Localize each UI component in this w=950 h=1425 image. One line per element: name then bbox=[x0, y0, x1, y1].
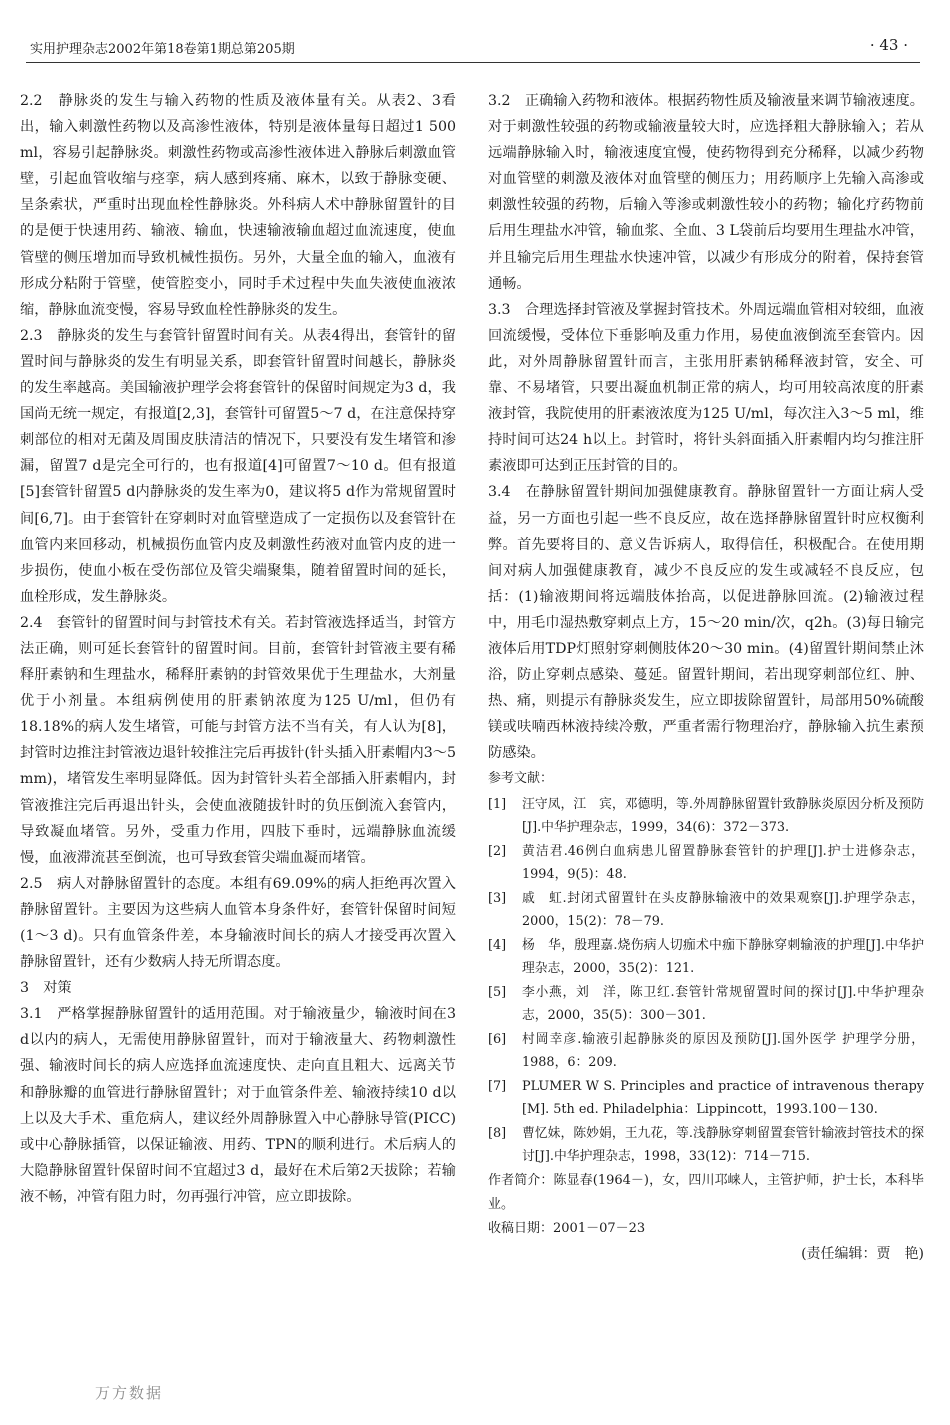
header-divider bbox=[26, 62, 920, 63]
paragraph-2-4: 2.4 套管针的留置时间与封管技术有关。若封管液选择适当，封管方法正确，则可延长套管针的留置时间。目前，套管针封管液主要有稀释肝素钠和生理盐水，稀释肝素钠的封管效果优于生理盐水，大剂量优于小剂量。本组病例使用的肝素钠浓度为125 U/ml，但仍有18.18%的病人发生堵管，可能与封管方法不当有关，有人认为[8]，封管时边推注封管液边退针较推注完后再拔针(针头插入肝素帽内3～5 mm)，堵管发生率明显降低。因为封管针头若全部插入肝素帽内，封管液推注完后再退出针头，会使血液随拔针时的负压倒流入套管内，导致凝血堵管。另外，受重力作用，四肢下垂时，远端静脉血流缓慢，血液滞流甚至倒流，也可导致套管尖端血凝而堵管。 bbox=[20, 614, 456, 866]
journal-header: 实用护理杂志2002年第18卷第1期总第205期 bbox=[30, 42, 295, 57]
watermark: 万方数据 bbox=[95, 1384, 164, 1402]
page-number: · 43 · bbox=[869, 36, 908, 54]
responsible-editor: (责任编辑：贾 艳) bbox=[801, 1245, 924, 1262]
right-column bbox=[488, 88, 924, 1267]
reference-item: [3] 戚 虹.封闭式留置针在头皮静脉输液中的效果观察[J].护理学杂志，2000，15(2)：78－79. bbox=[488, 890, 924, 929]
received-date: 收稿日期：2001－07－23 bbox=[488, 1220, 646, 1236]
paragraph-3-2: 3.2 正确输入药物和液体。根据药物性质及输液量来调节输液速度。对于刺激性较强的药物或输液量较大时，应选择粗大静脉输入；若从远端静脉输入时，输液速度宜慢，使药物得到充分稀释，以减少药物对血管壁的刺激及液体对血管壁的侧压力；用药顺序上先输入高渗或刺激性较强的药物，后输入等渗或刺激性较小的药物；输化疗药物前后用生理盐水冲管，输血浆、全血、3 L袋前后均要用生理盐水冲管，并且输完后用生理盐水快速冲管，以减少有形成分的附着，保持套管通畅。 bbox=[488, 93, 924, 292]
reference-item: [1] 汪守凤，江 宾，邓德明，等.外周静脉留置针致静脉炎原因分析及预防[J].中华护理杂志，1999，34(6)：372－373. bbox=[488, 796, 924, 835]
references-title: 参考文献： bbox=[488, 771, 554, 787]
paragraph-2-2: 2.2 静脉炎的发生与输入药物的性质及液体量有关。从表2、3看出，输入刺激性药物以及高渗性液体，特别是液体量每日超过1 500 ml，容易引起静脉炎。刺激性药物或高渗性液体进入静脉后刺激血管壁，引起血管收缩与痉挛，病人感到疼痛、麻木，以致于静脉变硬、呈条索状，严重时出现血栓性静脉炎。外科病人术中静脉留置针的目的是便于快速用药、输液、输血，快速输液输血超过血流速度，使血管壁的侧压增加而导致机械性损伤。另外，大量全血的输入，血液有形成分粘附于管壁，使管腔变小，同时手术过程中失血失液使血液浓缩，静脉血流变慢，容易导致血栓性静脉炎的发生。 bbox=[20, 93, 456, 318]
reference-item: [2] 黄洁君.46例白血病患儿留置静脉套管针的护理[J].护士进修杂志，1994，9(5)：48. bbox=[488, 843, 924, 882]
paragraph-2-3: 2.3 静脉炎的发生与套管针留置时间有关。从表4得出，套管针的留置时间与静脉炎的发生有明显关系，即套管针留置时间越长，静脉炎的发生率越高。美国输液护理学会将套管针的保留时间规定为3 d，我国尚无统一规定，有报道[2,3]，套管针可留置5～7 d，在注意保持穿刺部位的相对无菌及周围皮肤清洁的情况下，只要没有发生堵管和渗漏，留置7 d是完全可行的，也有报道[4]可留置7～10 d。但有报道[5]套管针留置5 d内静脉炎的发生率为0，建议将5 d作为常规留置时间[6,7]。由于套管针在穿刺时对血管壁造成了一定损伤以及套管针在血管内来回移动，机械损伤血管内皮及刺激性药液对血管内皮的进一步损伤，使血小板在受伤部位及管尖端聚集，随着留置时间的延长，血栓形成，发生静脉炎。 bbox=[20, 327, 456, 605]
reference-item: [8] 曹忆妹，陈妙娟，王九花，等.浅静脉穿刺留置套管针输液封管技术的探讨[J].中华护理杂志，1998，33(12)：714－715. bbox=[488, 1125, 924, 1164]
reference-item: [7] PLUMER W S. Principles and practice of intravenous therapy [M]. 5th ed. Philadelphia：Lippincott，1993.100－130. bbox=[488, 1078, 924, 1117]
reference-item: [5] 李小燕，刘 洋，陈卫红.套管针常规留置时间的探讨[J].中华护理杂志，2000，35(5)：300－301. bbox=[488, 984, 924, 1023]
paragraph-2-5: 2.5 病人对静脉留置针的态度。本组有69.09%的病人拒绝再次置入静脉留置针。主要因为这些病人血管本身条件好，套管针保留时间短(1～3 d)。只有血管条件差，本身输液时间长的病人才接受再次置入静脉留置针，还有少数病人持无所谓态度。 bbox=[20, 875, 456, 971]
left-column bbox=[20, 88, 456, 1210]
paragraph-3-4: 3.4 在静脉留置针期间加强健康教育。静脉留置针一方面让病人受益，另一方面也引起一些不良反应，故在选择静脉留置针时应权衡利弊。首先要将目的、意义告诉病人，取得信任，积极配合。在使用期间对病人加强健康教育，减少不良反应的发生或减轻不良反应，包括：(1)输液期间将远端肢体抬高，以促进静脉回流。(2)输液过程中，用毛巾湿热敷穿刺点上方，15～20 min/次，q2h。(3)每日输完液体后用TDP灯照射穿刺侧肢体20～30 min。(4)留置针期间禁止沐浴，防止穿刺点感染、蔓延。留置针期间，若出现穿刺部位红、肿、热、痛，则提示有静脉炎发生，应立即拔除留置针，局部用50%硫酸镁或呋喃西林液持续冷敷，严重者需行物理治疗，静脉输入抗生素预防感染。 bbox=[488, 484, 924, 762]
reference-list bbox=[488, 793, 924, 1168]
reference-item: [6] 村岡幸彦.输液引起静脉炎的原因及预防[J].国外医学 护理学分册，1988，6：209. bbox=[488, 1031, 924, 1070]
author-intro: 作者简介：陈显春(1964－)，女，四川邛崃人，主管护师，护士长，本科毕业。 bbox=[488, 1172, 924, 1212]
paragraph-3-3: 3.3 合理选择封管液及掌握封管技术。外周远端血管相对较细，血液回流缓慢，受体位下垂影响及重力作用，易使血液倒流至套管内。因此，对外周静脉留置针而言，主张用肝素钠稀释液封管，安全、可靠、不易堵管，只要出凝血机制正常的病人，均可用较高浓度的肝素液封管，我院使用的肝素液浓度为125 U/ml，每次注入3～5 ml，维持时间可达24 h以上。封管时，将针头斜面插入肝素帽内均匀推注肝素液即可达到正压封管的目的。 bbox=[488, 301, 924, 475]
section-heading-3: 3 对策 bbox=[20, 980, 72, 997]
paragraph-3-1: 3.1 严格掌握静脉留置针的适用范围。对于输液量少，输液时间在3 d以内的病人，无需使用静脉留置针，而对于输液量大、药物刺激性强、输液时间长的病人应选择血流速度快、走向直且粗大、远离关节和静脉瓣的血管进行静脉留置针；对于血管条件差、输液持续10 d以上以及大手术、重危病人，建议经外周静脉置入中心静脉导管(PICC)或中心静脉插管，以保证输液、用药、TPN的顺利进行。术后病人的大隐静脉留置针保留时间不宜超过3 d，最好在术后第2天拔除；若输液不畅，冲管有阻力时，勿再强行冲管，应立即拔除。 bbox=[20, 1006, 456, 1205]
reference-item: [4] 杨 华，殷理嘉.烧伤病人切痂术中痂下静脉穿刺输液的护理[J].中华护理杂志，2000，35(2)：121. bbox=[488, 937, 924, 976]
